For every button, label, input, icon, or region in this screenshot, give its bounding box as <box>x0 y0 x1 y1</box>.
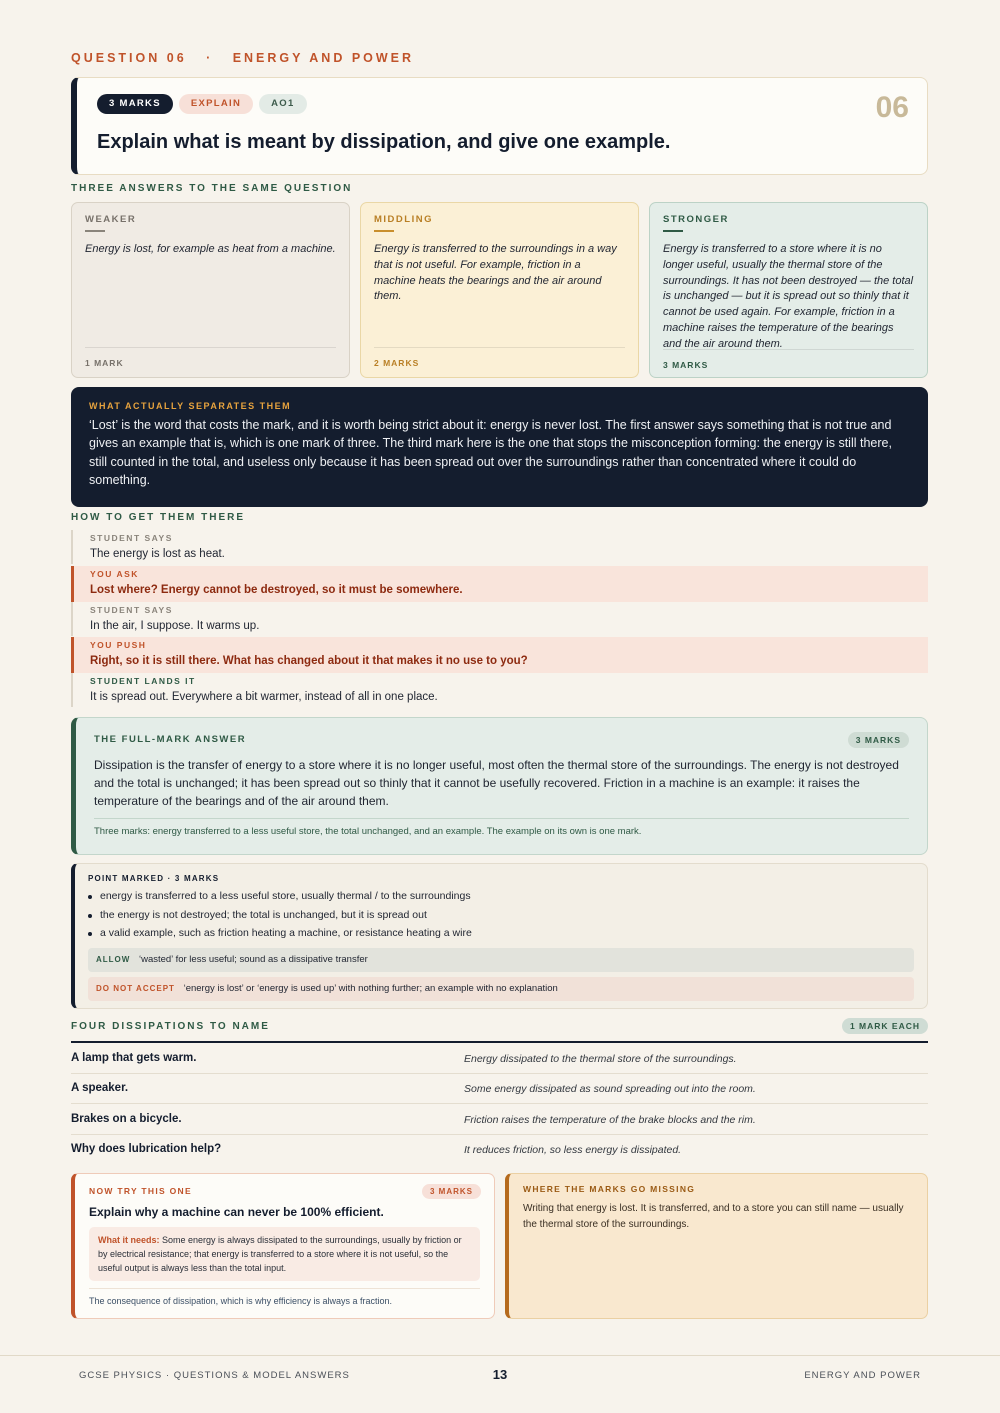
dialogue-text: Right, so it is still there. What has changed about it that makes it no use to you? <box>90 655 528 667</box>
middling-rule <box>374 230 394 232</box>
dialogue-turn-4 <box>71 637 928 673</box>
dialogue-turn-2 <box>71 566 928 602</box>
dialogue-section-label: HOW TO GET THEM THERE <box>71 512 246 523</box>
dialogue-text: The energy is lost as heat. <box>90 548 225 560</box>
question-kicker <box>71 51 414 65</box>
page-number: 13 <box>492 1367 508 1382</box>
mark-point: energy is transferred to a less useful store, usually thermal / to the surroundings <box>88 887 914 906</box>
row-answer: Friction raises the temperature of the brake blocks and the rim. <box>464 1114 756 1126</box>
question-text: Explain what is meant by dissipation, and give one example. <box>97 131 671 153</box>
weaker-answer-card <box>71 202 350 378</box>
separates-heading: WHAT ACTUALLY SEPARATES THEM <box>89 401 292 411</box>
full-mark-card <box>71 717 928 855</box>
try-needs-label: What it needs: <box>98 1235 160 1245</box>
weaker-rule <box>85 230 105 232</box>
weaker-text: Energy is lost, for example as heat from a machine. <box>85 243 336 255</box>
question-card <box>71 77 928 175</box>
ao-pill: AO1 <box>259 94 306 114</box>
stronger-text: Energy is transferred to a store where it is no longer useful, usually the thermal store of the surroundings. It has not been destroyed — the total is unchanged — but it is spread out so thinly that it cannot be used again. For example, friction in a machine raises the temperature of the bearings and the air around them. <box>663 243 914 350</box>
kicker-separator: · <box>206 51 214 65</box>
middling-marks: 2 MARKS <box>374 347 625 377</box>
row-prompt: A speaker. <box>71 1082 129 1094</box>
do-not-accept-text: ‘energy is lost’ or ‘energy is used up’ with nothing further; an example with no explanation <box>183 982 558 994</box>
do-not-accept-row <box>88 977 914 1001</box>
do-not-accept-label: DO NOT ACCEPT <box>96 983 175 993</box>
dialogue-who: STUDENT SAYS <box>90 533 173 543</box>
row-prompt: A lamp that gets warm. <box>71 1052 197 1064</box>
missing-heading: WHERE THE MARKS GO MISSING <box>523 1184 696 1194</box>
question-label: QUESTION 06 <box>71 51 187 65</box>
full-mark-note: Three marks: energy transferred to a less useful store, the total unchanged, and an example. The example on its own is one mark. <box>94 818 909 837</box>
row-answer: Energy dissipated to the thermal store of the surroundings. <box>464 1053 737 1065</box>
dialogue-text: In the air, I suppose. It warms up. <box>90 620 260 632</box>
mark-scheme-card <box>71 863 928 1009</box>
separates-body: ‘Lost’ is the word that costs the mark, and it is worth being strict about it: energy is never lost. The first answer says something that is not true and gives an example that is, which is one mark of three. The third mark here is the one that stops the misconception forming: the energy is still there, still counted in the total, and useless only because it has been spread out over the surroundings rather than concentrated where it could do something. <box>89 418 892 487</box>
row-answer: It reduces friction, so less energy is dissipated. <box>464 1144 682 1156</box>
weaker-marks: 1 MARK <box>85 347 336 377</box>
try-heading: NOW TRY THIS ONE <box>89 1186 192 1196</box>
row-prompt: Brakes on a bicycle. <box>71 1113 182 1125</box>
row-prompt: Why does lubrication help? <box>71 1143 222 1155</box>
middling-answer-card <box>360 202 639 378</box>
try-needs <box>89 1227 480 1281</box>
table-row <box>71 1043 928 1074</box>
dialogue-turn-3 <box>71 602 928 636</box>
table-row <box>71 1073 928 1104</box>
row-answer: Some energy dissipated as sound spreading out into the room. <box>464 1083 756 1095</box>
stronger-level: STRONGER <box>663 214 729 225</box>
full-mark-body: Dissipation is the transfer of energy to a store where it is no longer useful, most often the thermal store of the surroundings. The energy is not destroyed and the total is unchanged; it has been spread out so thinly that it cannot be usefully recovered. Friction in a machine is an example: it raises the temperature of the bearings and of the air around them. <box>94 758 899 808</box>
footer-right: ENERGY AND POWER <box>804 1370 921 1381</box>
weaker-level: WEAKER <box>85 214 137 225</box>
stronger-rule <box>663 230 683 232</box>
command-pill: EXPLAIN <box>179 94 253 114</box>
allow-text: ‘wasted’ for less useful; sound as a dissipative transfer <box>138 953 368 965</box>
stronger-answer-card <box>649 202 928 378</box>
dialogue-who: YOU ASK <box>90 569 139 579</box>
dialogue-text: Lost where? Energy cannot be destroyed, so it must be somewhere. <box>90 584 463 596</box>
try-question: Explain why a machine can never be 100% efficient. <box>89 1205 384 1219</box>
topic-label: ENERGY AND POWER <box>232 51 415 65</box>
dissipations-badge: 1 MARK EACH <box>842 1018 928 1034</box>
allow-row <box>88 948 914 972</box>
marks-pill: 3 MARKS <box>97 94 173 114</box>
mark-point: a valid example, such as friction heating a machine, or resistance heating a wire <box>88 924 914 943</box>
mark-scheme-heading: POINT MARKED · 3 MARKS <box>88 874 220 883</box>
dialogue-who: YOU PUSH <box>90 640 147 650</box>
dialogue-who: STUDENT SAYS <box>90 605 173 615</box>
mark-scheme-points <box>88 887 914 943</box>
question-number: 06 <box>875 91 909 124</box>
try-badge: 3 MARKS <box>422 1184 481 1199</box>
allow-label: ALLOW <box>96 954 131 964</box>
dissipations-header <box>71 1018 928 1043</box>
marks-missing-card <box>505 1173 928 1319</box>
try-consequence: The consequence of dissipation, which is why efficiency is always a fraction. <box>89 1288 480 1306</box>
stronger-marks: 3 MARKS <box>663 349 914 377</box>
missing-body: Writing that energy is lost. It is transferred, and to a store you can still name — usually the thermal store of the surroundings. <box>523 1203 904 1230</box>
full-mark-heading: THE FULL-MARK ANSWER <box>94 734 247 745</box>
footer-left: GCSE PHYSICS · QUESTIONS & MODEL ANSWERS <box>79 1370 350 1381</box>
dialogue-who: STUDENT LANDS IT <box>90 676 196 686</box>
middling-level: MIDDLING <box>374 214 433 225</box>
dissipations-section-label: FOUR DISSIPATIONS TO NAME <box>71 1021 270 1032</box>
question-pills <box>97 94 307 114</box>
separates-box <box>71 387 928 507</box>
answers-section-label: THREE ANSWERS TO THE SAME QUESTION <box>71 183 353 194</box>
table-row <box>71 1104 928 1135</box>
dialogue-turn-1 <box>71 530 928 564</box>
page-footer <box>0 1355 1000 1413</box>
middling-text: Energy is transferred to the surroundings in a way that is not useful. For example, friction in a machine heats the bearings and the air around them. <box>374 243 617 303</box>
dialogue-text: It is spread out. Everywhere a bit warmer, instead of all in one place. <box>90 691 438 703</box>
try-this-card <box>71 1173 495 1319</box>
mark-point: the energy is not destroyed; the total is unchanged, but it is spread out <box>88 906 914 925</box>
try-needs-text: Some energy is always dissipated to the surroundings, usually by friction or by electrical resistance; that energy is transferred to a store where it is not useful, so the useful output is always less than the total input. <box>98 1235 462 1273</box>
table-row <box>71 1134 928 1165</box>
full-mark-badge: 3 MARKS <box>848 732 909 748</box>
dialogue-turn-5 <box>71 673 928 707</box>
